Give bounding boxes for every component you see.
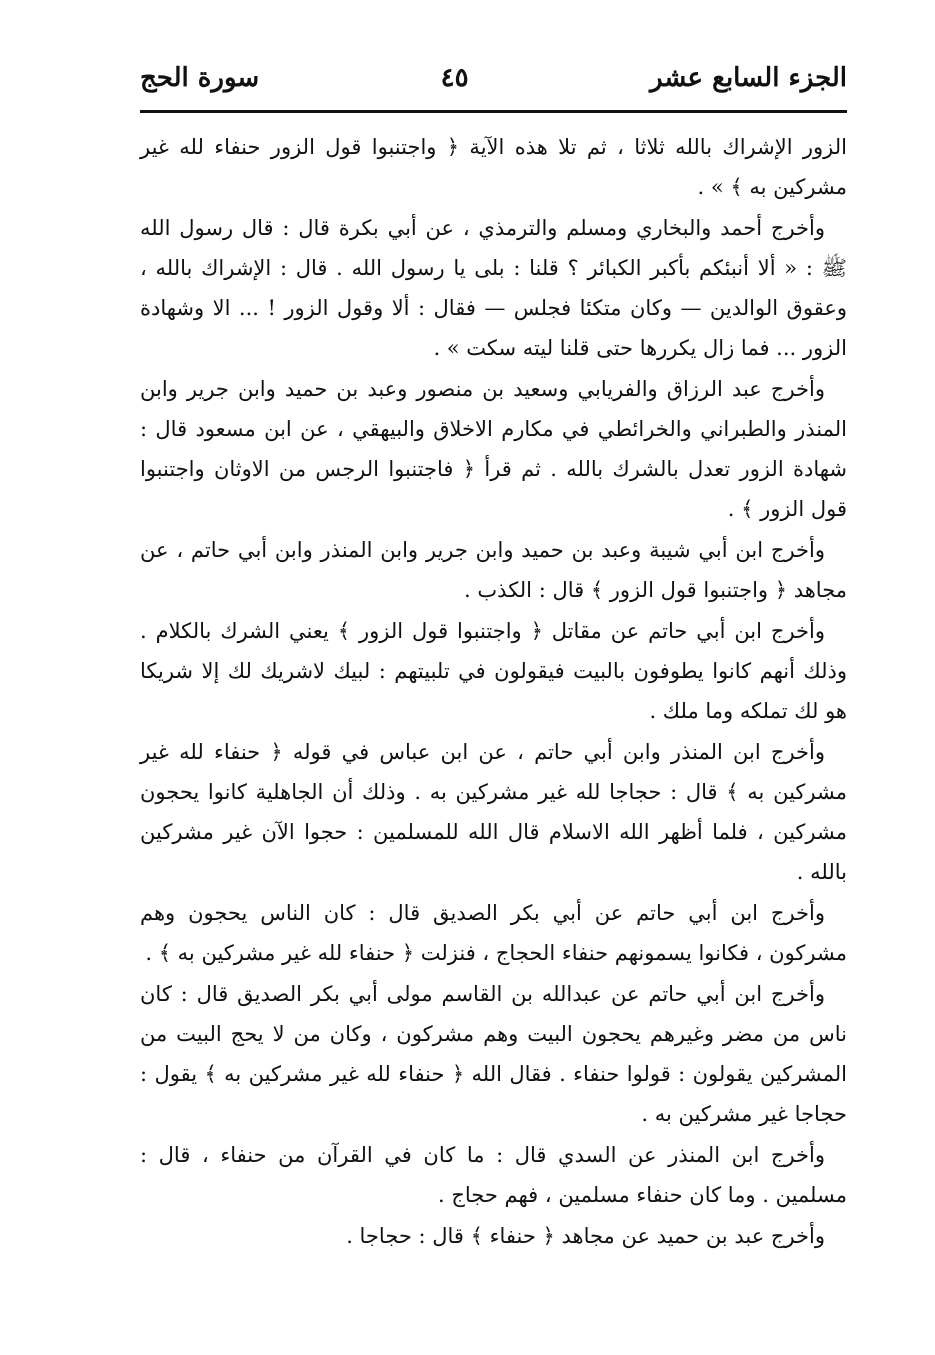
paragraph: وأخرج ابن المنذر وابن أبي حاتم ، عن ابن عباس في قوله ﴿ حنفاء لله غير مشركين به ﴾ قال : حجاجا لله غير مشركين به . وذلك أن الجاهلية كانوا يحجون مشركين ، فلما أظهر الله الاسلام قال الله للمسلمين : حجوا الآن غير مشركين بالله . <box>140 740 847 884</box>
paragraph: وأخرج أحمد والبخاري ومسلم والترمذي ، عن أبي بكرة قال : قال رسول الله ﷺ : « ألا أنبئكم بأكبر الكبائر ؟ قلنا : بلى يا رسول الله . قال : الإشراك بالله ، وعقوق الوالدين — وكان متكئا فجلس — فقال : ألا وقول الزور ! ... الا وشهادة الزور ... فما زال يكررها حتى قلنا ليته سكت » . <box>140 216 847 360</box>
paragraph: وأخرج ابن أبي حاتم عن أبي بكر الصديق قال : كان الناس يحجون وهم مشركون ، فكانوا يسمونهم حنفاء الحجاج ، فنزلت ﴿ حنفاء لله غير مشركين به ﴾ . <box>140 901 847 965</box>
paragraph: وأخرج ابن أبي حاتم عن عبدالله بن القاسم مولى أبي بكر الصديق قال : كان ناس من مضر وغيرهم يحجون البيت وهم مشركون ، وكان من لا يحج البيت من المشركين يقولون : قولوا حنفاء . فقال الله ﴿ حنفاء لله غير مشركين به ﴾ يقول : حجاجا غير مشركين به . <box>140 982 847 1126</box>
surah-title: سورة الحج <box>140 63 260 93</box>
part-title: الجزء السابع عشر <box>650 63 847 93</box>
page-number: ٤٥ <box>440 63 469 93</box>
header-rule <box>140 110 847 113</box>
paragraph: وأخرج عبد بن حميد عن مجاهد ﴿ حنفاء ﴾ قال : حجاجا . <box>346 1224 825 1248</box>
paragraph: وأخرج عبد الرزاق والفريابي وسعيد بن منصور وعبد بن حميد وابن جرير وابن المنذر والطبراني والخرائطي في مكارم الاخلاق والبيهقي ، عن ابن مسعود قال : شهادة الزور تعدل بالشرك بالله . ثم قرأ ﴿ فاجتنبوا الرجس من الاوثان واجتنبوا قول الزور ﴾ . <box>140 377 847 521</box>
page-body <box>140 127 847 1256</box>
page-header <box>140 50 847 106</box>
paragraph: وأخرج ابن أبي حاتم عن مقاتل ﴿ واجتنبوا قول الزور ﴾ يعني الشرك بالكلام . وذلك أنهم كانوا يطوفون بالبيت فيقولون في تلبيتهم : لبيك لاشريك لك إلا شريكا هو لك تملكه وما ملك . <box>140 619 847 723</box>
paragraph: وأخرج ابن المنذر عن السدي قال : ما كان في القرآن من حنفاء ، قال : مسلمين . وما كان حنفاء مسلمين ، فهم حجاج . <box>140 1143 847 1207</box>
paragraph: الزور الإشراك بالله ثلاثا ، ثم تلا هذه الآية ﴿ واجتنبوا قول الزور حنفاء لله غير مشركين به ﴾ » . <box>140 135 847 199</box>
paragraph: وأخرج ابن أبي شيبة وعبد بن حميد وابن جرير وابن المنذر وابن أبي حاتم ، عن مجاهد ﴿ واجتنبوا قول الزور ﴾ قال : الكذب . <box>140 538 847 602</box>
